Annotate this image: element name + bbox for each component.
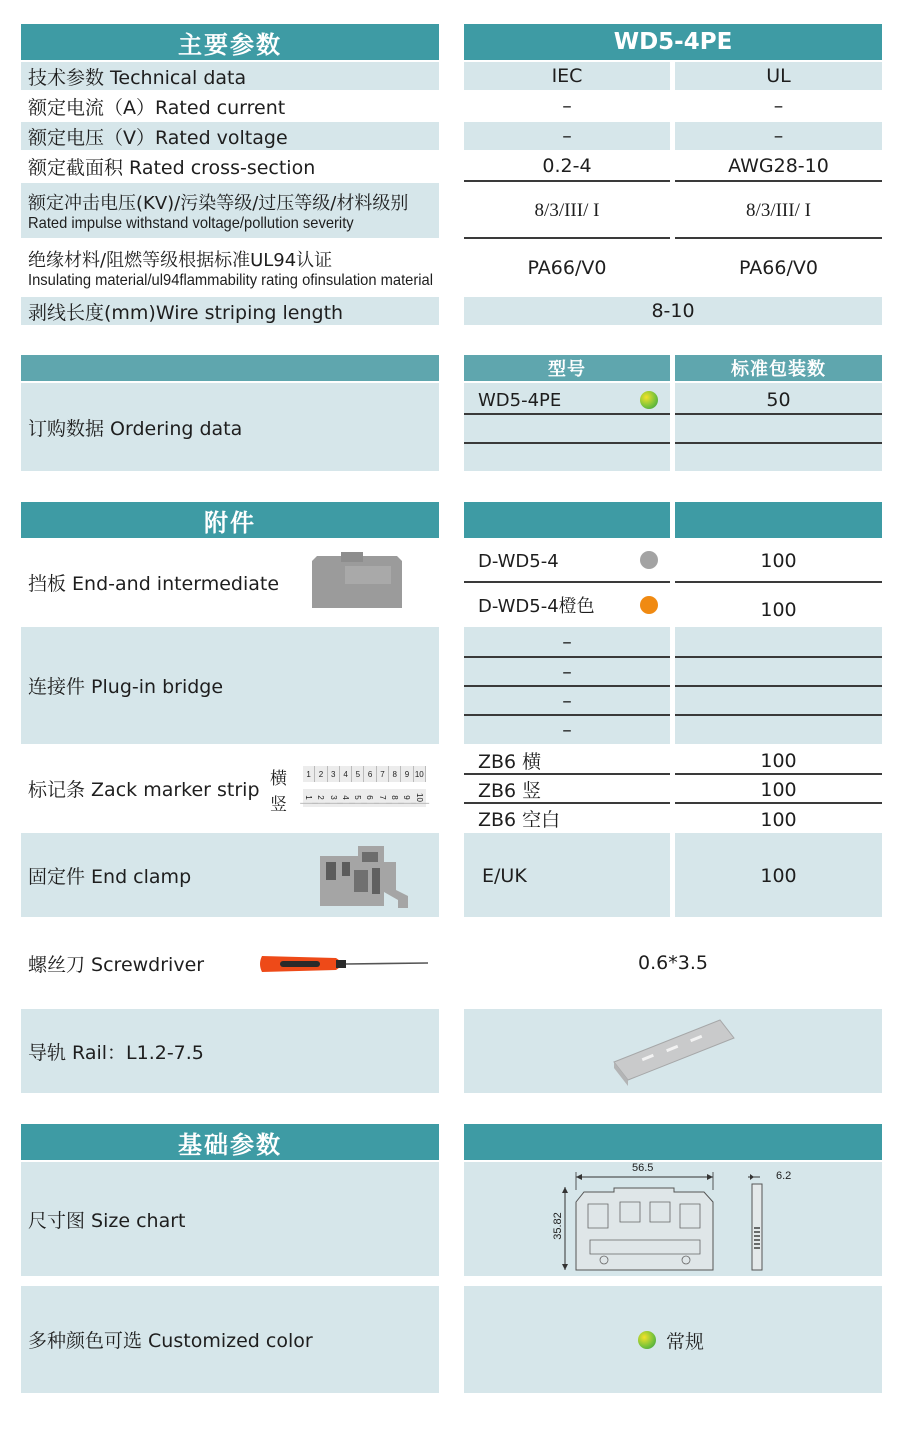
size-chart-area	[464, 1162, 882, 1276]
rated-current-iec: –	[562, 95, 572, 117]
custom-color-value: 常规	[666, 1331, 705, 1353]
marker-strip-cell: 4	[337, 792, 355, 804]
marker-strip-cell: 8	[389, 766, 401, 782]
divider	[675, 802, 882, 804]
ordering-pack: 50	[766, 389, 791, 411]
accessories-header: 附件	[21, 502, 439, 538]
marker-strip-vertical-image	[303, 789, 426, 807]
divider	[675, 685, 882, 687]
ordering-model: WD5-4PE	[478, 389, 562, 411]
marker-qty-vertical: 100	[760, 779, 797, 801]
divider	[464, 413, 670, 415]
divider	[675, 442, 882, 444]
impulse-voltage-label	[21, 183, 439, 238]
end-plate-qty-orange: 100	[760, 599, 797, 621]
end-plate-label: 挡板 End-and intermediate	[28, 572, 280, 595]
marker-strip-cell: 6	[362, 792, 380, 804]
marker-qty-blank: 100	[760, 809, 797, 831]
plug-bridge-item: –	[562, 631, 572, 653]
marker-strip-cell: 3	[325, 792, 343, 804]
ordering-data-label: 订购数据 Ordering data	[21, 383, 439, 471]
divider	[464, 180, 670, 182]
end-plate-item-orange: D-WD5-4橙色	[478, 596, 595, 617]
divider	[464, 656, 670, 658]
marker-strip-horizontal-image	[303, 766, 426, 782]
plug-bridge-item: –	[562, 690, 572, 712]
marker-horizontal-label: 横	[270, 769, 287, 789]
divider	[675, 714, 882, 716]
marker-strip-cell: 7	[377, 766, 389, 782]
marker-strip-cell: 1	[300, 792, 318, 804]
marker-strip-cell: 5	[352, 766, 364, 782]
divider	[675, 656, 882, 658]
end-plate-qty-gray: 100	[760, 550, 797, 572]
model-header: WD5-4PE	[464, 24, 882, 60]
rated-voltage-label: 额定电压（V）Rated voltage	[21, 122, 439, 150]
size-chart-label: 尺寸图 Size chart	[21, 1162, 439, 1276]
marker-strip-cell: 5	[349, 792, 367, 804]
col-pack-header: 标准包装数	[675, 355, 882, 381]
custom-color-label: 多种颜色可选 Customized color	[21, 1286, 439, 1393]
ordering-header-bar	[21, 355, 439, 381]
technical-data-label: 技术参数 Technical data	[21, 62, 439, 90]
gray-color-dot	[640, 551, 658, 569]
marker-strip-cell: 4	[340, 766, 352, 782]
marker-strip-cell: 3	[328, 766, 340, 782]
marker-strip-cell: 9	[401, 766, 413, 782]
wire-striping-value: 8-10	[464, 297, 882, 325]
accessories-header-bar	[675, 502, 882, 538]
marker-strip-cell: 1	[303, 766, 315, 782]
marker-strip-cell: 2	[315, 766, 327, 782]
rated-current-ul: –	[773, 95, 784, 117]
end-clamp-qty: 100	[760, 865, 797, 887]
impulse-voltage-ul: 8/3/III/ I	[746, 199, 811, 221]
divider	[464, 442, 670, 444]
din-rail-image	[610, 1018, 736, 1088]
cross-section-label: 额定截面积 Rated cross-section	[28, 156, 316, 179]
marker-item-blank: ZB6 空白	[478, 808, 561, 831]
insulating-material-label-cn: 绝缘材料/阻燃等级根据标准UL94认证	[28, 249, 333, 271]
rail-label: 导轨 Rail：L1.2-7.5	[21, 1009, 439, 1093]
end-clamp-label: 固定件 End clamp	[21, 833, 439, 917]
col-model-header: 型号	[464, 355, 670, 381]
divider	[464, 237, 670, 239]
dim-thickness: 6.2	[776, 1170, 792, 1182]
main-params-header: 主要参数	[21, 24, 439, 60]
divider	[675, 413, 882, 415]
divider	[464, 802, 670, 804]
divider	[464, 773, 670, 775]
divider	[464, 685, 670, 687]
orange-color-dot	[640, 596, 658, 614]
marker-strip-label: 标记条 Zack marker strip	[28, 778, 260, 801]
marker-strip-cell: 10	[411, 792, 429, 804]
divider	[675, 237, 882, 239]
ul-header: UL	[675, 62, 882, 90]
marker-item-horizontal: ZB6 横	[478, 750, 542, 773]
insulating-material-label	[21, 241, 439, 294]
wire-striping-label: 剥线长度(mm)Wire striping length	[21, 297, 439, 325]
divider	[464, 581, 670, 583]
marker-strip-cell: 10	[414, 766, 426, 782]
screwdriver-value: 0.6*3.5	[638, 952, 708, 974]
marker-strip-cell: 2	[312, 792, 330, 804]
screwdriver-label: 螺丝刀 Screwdriver	[28, 953, 205, 976]
marker-strip-cell: 9	[399, 792, 417, 804]
marker-qty-horizontal: 100	[760, 750, 797, 772]
end-plate-item-gray: D-WD5-4	[478, 550, 559, 572]
insulating-material-label-en: Insulating material/ul94flammability rating ofinsulation material	[28, 271, 434, 289]
marker-item-vertical: ZB6 竖	[478, 779, 542, 802]
impulse-voltage-label-en: Rated impulse withstand voltage/pollution severity	[28, 214, 354, 232]
screwdriver-image	[258, 950, 430, 978]
cross-section-iec: 0.2-4	[542, 155, 592, 177]
impulse-voltage-iec: 8/3/III/ I	[534, 199, 600, 221]
plug-bridge-item: –	[562, 719, 572, 741]
accessories-header-bar	[464, 502, 670, 538]
dim-height: 35.82	[551, 1212, 564, 1240]
iec-header: IEC	[464, 62, 670, 90]
marker-vertical-label: 竖	[270, 795, 287, 815]
rated-voltage-iec: –	[464, 122, 670, 150]
insulating-material-iec: PA66/V0	[527, 256, 607, 279]
basic-params-header: 基础参数	[21, 1124, 439, 1160]
rated-voltage-ul: –	[675, 122, 882, 150]
marker-strip-cell: 8	[386, 792, 404, 804]
divider	[675, 581, 882, 583]
marker-strip-cell: 6	[364, 766, 376, 782]
divider	[675, 773, 882, 775]
marker-strip-cell: 7	[374, 792, 392, 804]
impulse-voltage-label-cn: 额定冲击电压(KV)/污染等级/过压等级/材料级别	[28, 192, 409, 214]
size-chart-drawing	[464, 1162, 882, 1276]
standard-color-dot	[638, 1331, 656, 1349]
basic-params-header-bar	[464, 1124, 882, 1160]
plug-bridge-item: –	[562, 661, 572, 683]
rated-current-label: 额定电流（A）Rated current	[28, 96, 286, 119]
divider	[464, 714, 670, 716]
end-clamp-name: E/UK	[482, 865, 527, 887]
dim-width: 56.5	[632, 1162, 654, 1174]
end-clamp-image	[318, 840, 414, 912]
standard-color-dot	[640, 391, 658, 409]
divider	[675, 180, 882, 182]
end-plate-image	[311, 552, 403, 612]
cross-section-ul: AWG28-10	[728, 155, 829, 177]
plug-bridge-label: 连接件 Plug-in bridge	[21, 627, 439, 744]
insulating-material-ul: PA66/V0	[739, 256, 818, 279]
